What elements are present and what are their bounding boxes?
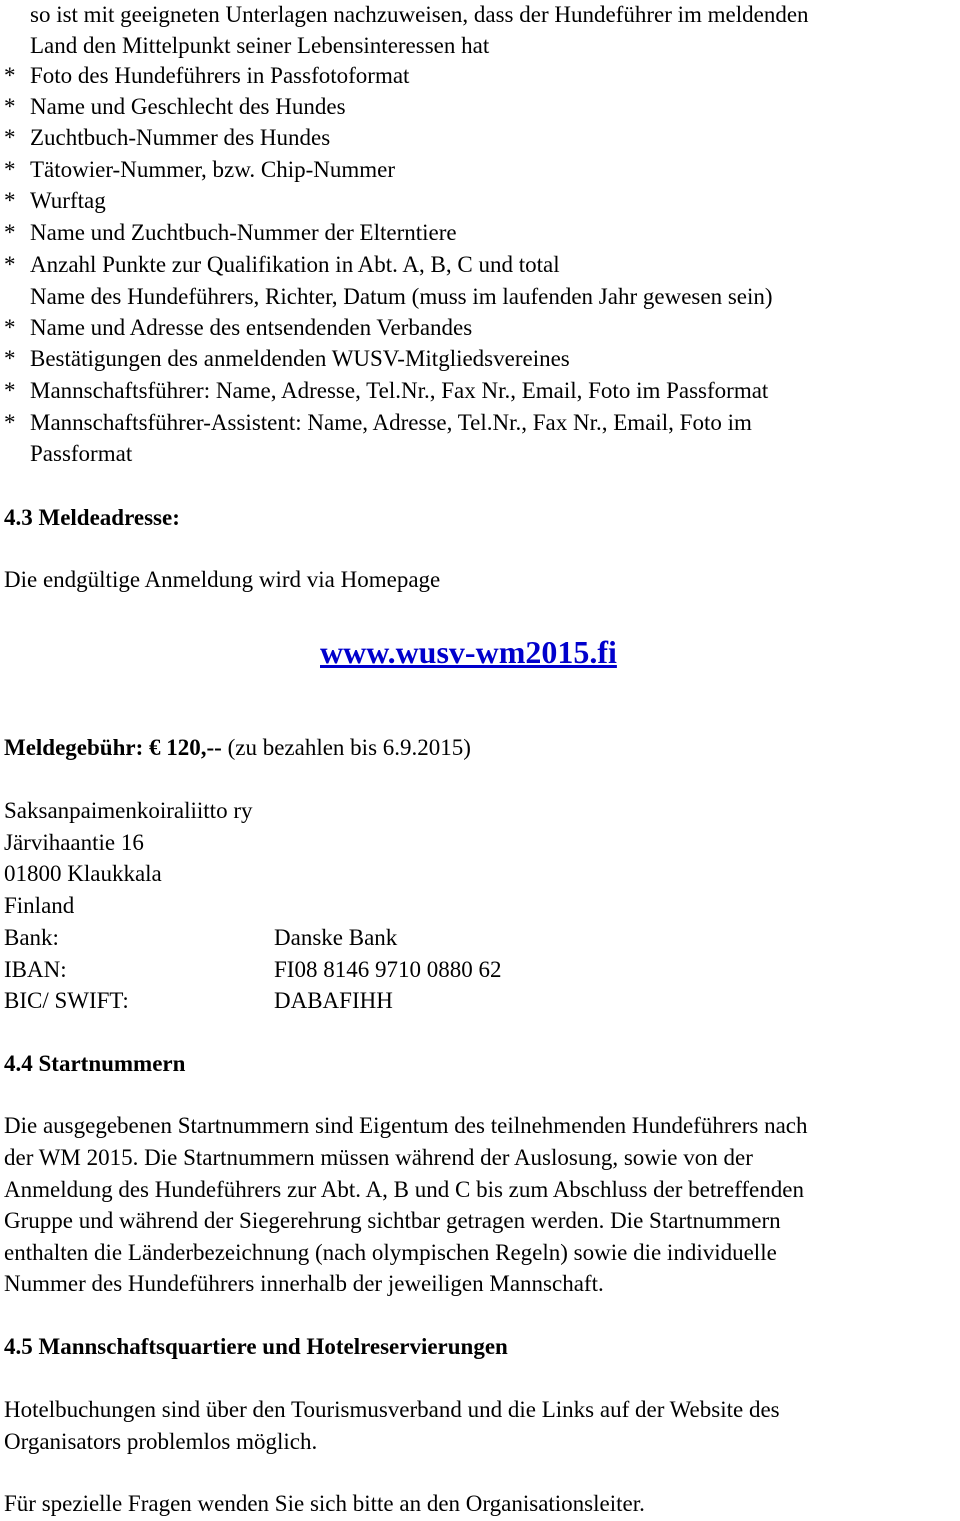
section-heading-hotels: 4.5 Mannschaftsquartiere und Hotelreservierungen [4,1334,508,1359]
list-item-text: Wurftag [30,188,106,213]
section-heading-meldeadresse: 4.3 Meldeadresse: [4,505,180,530]
fee-note: (zu bezahlen bis 6.9.2015) [227,735,471,760]
fee-line [4,734,471,762]
bullet-marker: * [4,378,16,403]
address-line: 01800 Klaukkala [4,861,162,886]
list-item-text: Name und Geschlecht des Hundes [30,94,346,119]
bullet-marker: * [4,410,16,435]
bank-value: Danske Bank [274,925,398,950]
bullet-marker: * [4,125,16,150]
list-item-text: Name und Zuchtbuch-Nummer der Elterntiere [30,220,457,245]
intro-line-1: so ist mit geeigneten Unterlagen nachzuweisen, dass der Hundeführer im meldenden [30,2,809,27]
list-item-text: Name und Adresse des entsendenden Verbandes [30,315,473,340]
address-line: Saksanpaimenkoiraliitto ry [4,798,253,823]
bullet-marker: * [4,346,16,371]
bullet-marker: * [4,94,16,119]
bullet-marker: * [4,252,16,277]
fee-label: Meldegebühr: [4,735,144,760]
paragraph-line: der WM 2015. Die Startnummern müssen während der Auslosung, sowie von der [4,1145,753,1170]
list-item-text: Mannschaftsführer: Name, Adresse, Tel.Nr., Fax Nr., Email, Foto im Passformat [30,378,769,403]
bic-value: DABAFIHH [274,988,393,1013]
bullet-marker: * [4,157,16,182]
bullet-marker: * [4,63,16,88]
paragraph-line: enthalten die Länderbezeichnung (nach olympischen Regeln) sowie die individuelle [4,1240,777,1265]
paragraph-line: Hotelbuchungen sind über den Tourismusverband und die Links auf der Website des [4,1397,780,1422]
paragraph-line: Anmeldung des Hundeführers zur Abt. A, B und C bis zum Abschluss der betreffenden [4,1177,804,1202]
paragraph-line: Gruppe und während der Siegerehrung sichtbar getragen werden. Die Startnummern [4,1208,781,1233]
intro-line-2: Land den Mittelpunkt seiner Lebensinteressen hat [30,33,490,58]
iban-value: FI08 8146 9710 0880 62 [274,957,502,982]
homepage-link[interactable]: www.wusv-wm2015.fi [320,634,617,670]
bullet-marker: * [4,188,16,213]
list-item-text: Anzahl Punkte zur Qualifikation in Abt. A, B, C und total [30,252,560,277]
list-item-continuation: Passformat [30,441,133,466]
paragraph-line: Die ausgegebenen Startnummern sind Eigentum des teilnehmenden Hundeführers nach [4,1113,808,1138]
bic-label: BIC/ SWIFT: [4,988,129,1013]
address-line: Järvihaantie 16 [4,830,144,855]
registration-text: Die endgültige Anmeldung wird via Homepage [4,567,441,592]
paragraph-line: Organisators problemlos möglich. [4,1429,318,1454]
paragraph-line: Nummer des Hundeführers innerhalb der jeweiligen Mannschaft. [4,1271,604,1296]
bullet-marker: * [4,315,16,340]
iban-label: IBAN: [4,957,67,982]
bullet-marker: * [4,220,16,245]
section-heading-startnummern: 4.4 Startnummern [4,1051,186,1076]
bank-label: Bank: [4,925,59,950]
list-item-text: Zuchtbuch-Nummer des Hundes [30,125,331,150]
fee-amount: € 120,-- [149,735,222,760]
list-item-text: Bestätigungen des anmeldenden WUSV-Mitgliedsvereines [30,346,570,371]
address-line: Finland [4,893,75,918]
list-item-text: Foto des Hundeführers in Passfotoformat [30,63,410,88]
list-item-text: Tätowier-Nummer, bzw. Chip-Nummer [30,157,396,182]
closing-line: Für spezielle Fragen wenden Sie sich bitte an den Organisationsleiter. [4,1491,645,1516]
list-item-continuation: Name des Hundeführers, Richter, Datum (muss im laufenden Jahr gewesen sein) [30,284,773,309]
list-item-text: Mannschaftsführer-Assistent: Name, Adresse, Tel.Nr., Fax Nr., Email, Foto im [30,410,752,435]
